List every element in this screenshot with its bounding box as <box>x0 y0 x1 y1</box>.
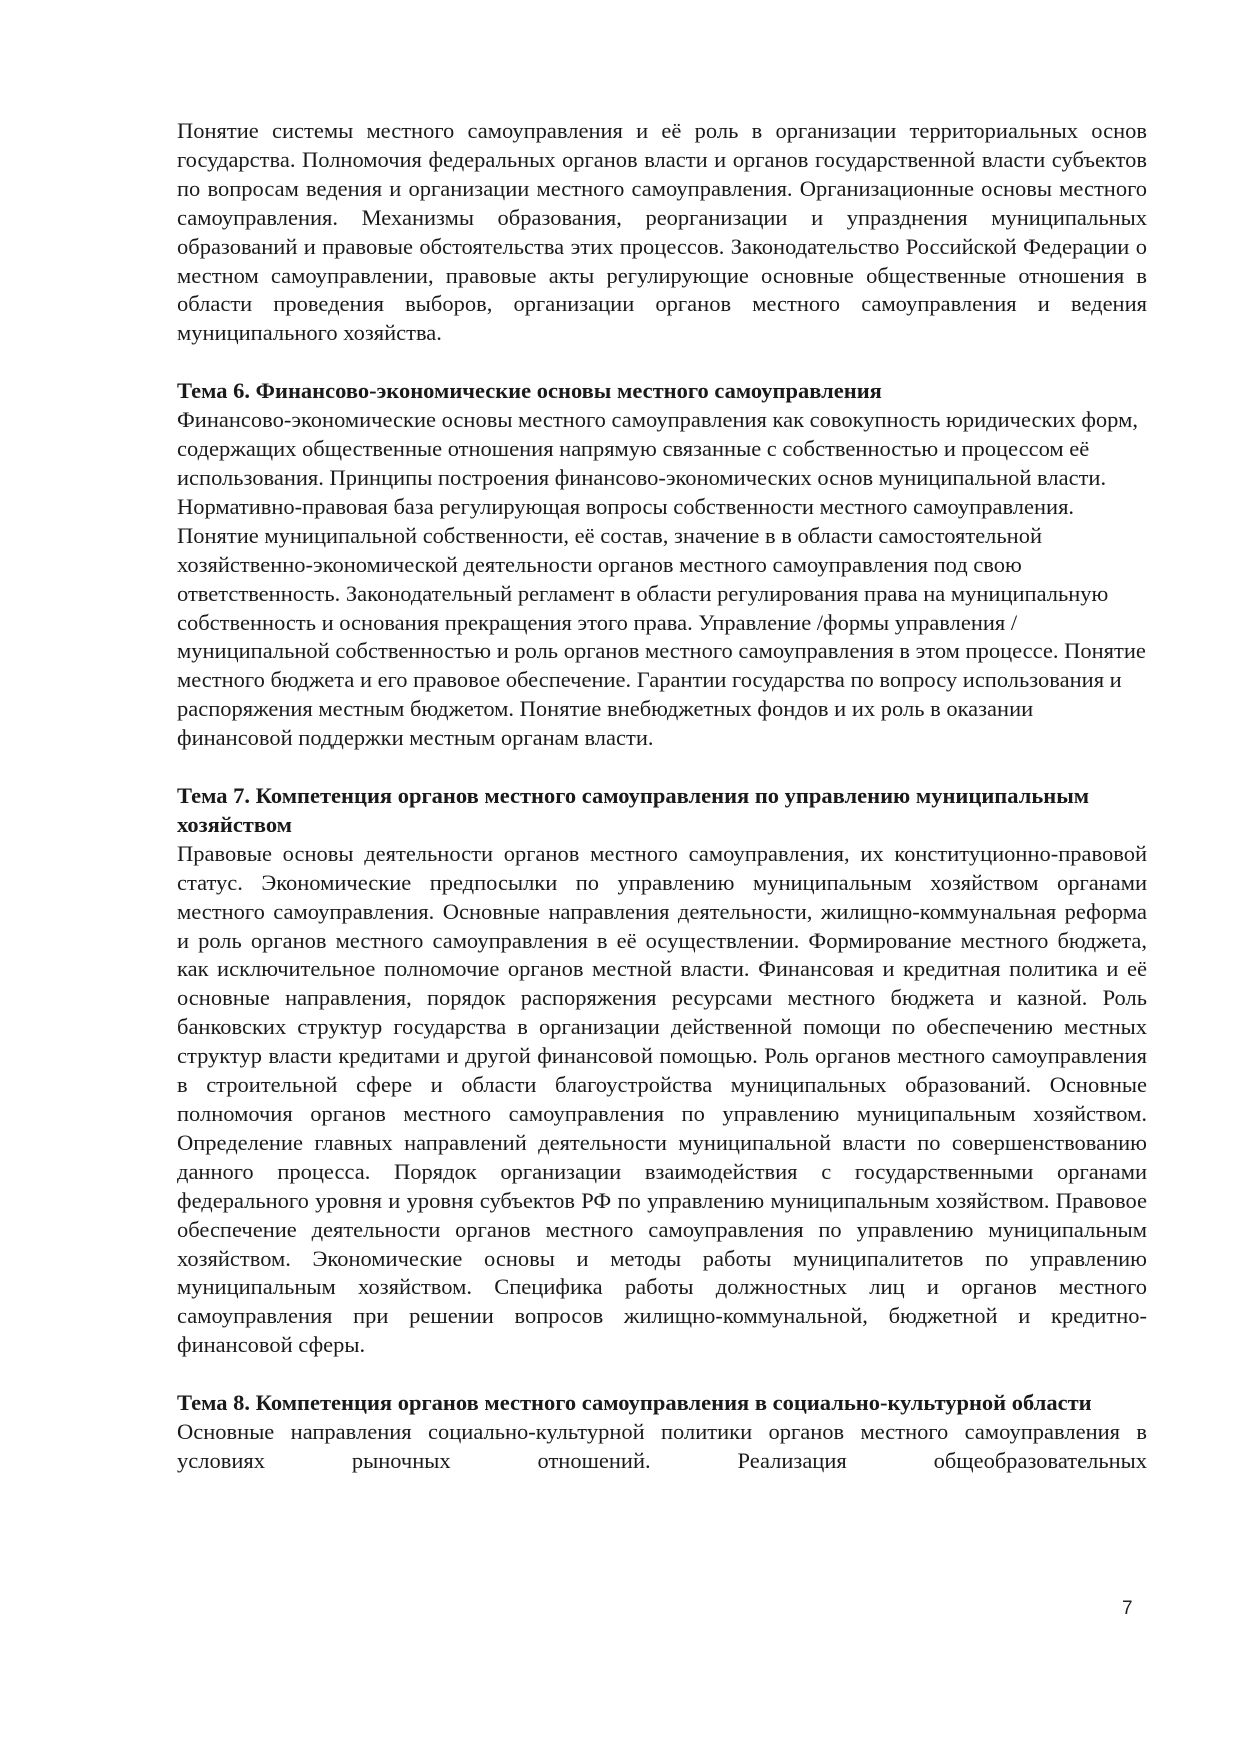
section-body: Основные направления социально-культурной политики органов местного самоуправления в условиях рыночных отношений. Реализация общеобразовательных <box>177 1419 1147 1473</box>
section-body: Правовые основы деятельности органов местного самоуправления, их конституционно-правовой статус. Экономические предпосылки по управлению муниципальным хозяйством органами местного самоуправления. Основные направления деятельности, жилищно-коммунальная реформа и роль органов местного самоуправления в её осуществлении. Формирование местного бюджета, как исключительное полномочие органов местной власти. Финансовая и кредитная политика и её основные направления, порядок распоряжения ресурсами местного бюджета и казной. Роль банковских структур государства в организации действенной помощи по обеспечению местных структур власти кредитами и другой финансовой помощью. Роль органов местного самоуправления в строительной сфере и области благоустройства муниципальных образований. Основные полномочия органов местного самоуправления по управлению муниципальным хозяйством. Определение главных направлений деятельности муниципальной власти по совершенствованию данного процесса. Порядок организации взаимодействия с государственными органами федерального уровня и уровня субъектов РФ по управлению муниципальным хозяйством. Правовое обеспечение деятельности органов местного самоуправления по управлению муниципальным хозяйством. Экономические основы и методы работы муниципалитетов по управлению муниципальным хозяйством. Специфика работы должностных лиц и органов местного самоуправления при решении вопросов жилищно-коммунальной, бюджетной и кредитно-финансовой сферы. <box>177 840 1147 1358</box>
section-body: Финансово-экономические основы местного самоуправления как совокупность юридических форм, содержащих общественные отношения напрямую связанные с собственностью и процессом её использования. Принципы построения финансово-экономических основ муниципальной власти. Нормативно-правовая база регулирующая вопросы собственности местного самоуправления. Понятие муниципальной собственности, её состав, значение в в области самостоятельной хозяйственно-экономической деятельности органов местного самоуправления под свою ответственность. Законодательный регламент в области регулирования права на муниципальную собственность и основания прекращения этого права. Управление /формы управления / муниципальной собственностью и роль органов местного самоуправления в этом процессе. Понятие местного бюджета и его правовое обеспечение. Гарантии государства по вопросу использования и распоряжения местным бюджетом. Понятие внебюджетных фондов и их роль в оказании финансовой поддержки местным органам власти. <box>177 407 1146 751</box>
intro-paragraph: Понятие системы местного самоуправления и её роль в организации территориальных основ государства. Полномочия федеральных органов власти и органов государственной власти субъектов по вопросам ведения и организации местного самоуправления. Организационные основы местного самоуправления. Механизмы образования, реорганизации и упразднения муниципальных образований и правовые обстоятельства этих процессов. Законодательство Российской Федерации о местном самоуправлении, правовые акты регулирующие основные общественные отношения в области проведения выборов, организации органов местного самоуправления и ведения муниципального хозяйства. <box>177 118 1147 346</box>
section-topic-8 <box>177 1389 1147 1476</box>
section-heading: Тема 7. Компетенция органов местного самоуправления по управлению муниципальным хозяйством <box>177 783 1090 837</box>
section-topic-7 <box>177 782 1147 1360</box>
section-topic-6 <box>177 377 1147 753</box>
document-page <box>177 117 1147 1476</box>
section-heading: Тема 8. Компетенция органов местного самоуправления в социально-культурной области <box>177 1390 1092 1416</box>
page-number: 7 <box>1122 1598 1133 1619</box>
section-heading: Тема 6. Финансово-экономические основы местного самоуправления <box>177 378 882 404</box>
